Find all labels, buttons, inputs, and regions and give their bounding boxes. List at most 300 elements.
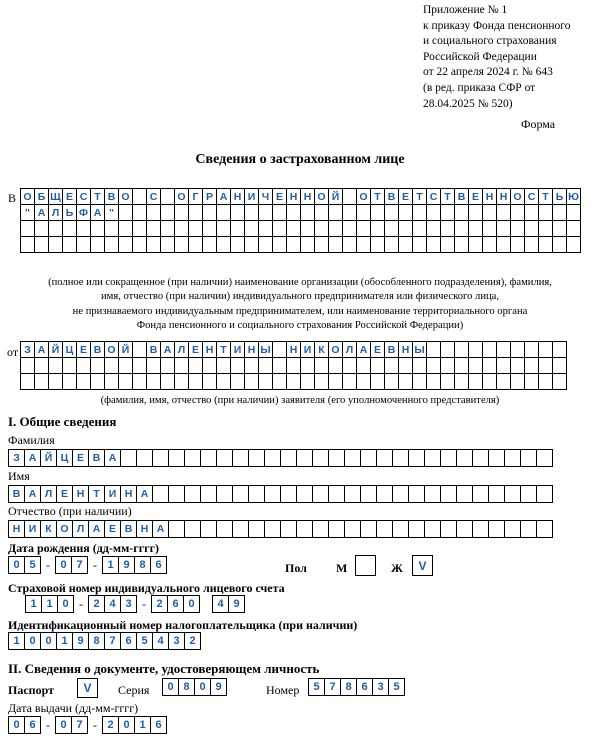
char-cell[interactable] (146, 357, 161, 374)
digit-cell[interactable]: 5 (24, 556, 41, 574)
char-cell[interactable] (356, 220, 371, 237)
char-cell[interactable] (408, 485, 425, 503)
char-cell[interactable] (216, 373, 231, 390)
char-cell[interactable] (104, 220, 119, 237)
char-cell[interactable] (510, 204, 525, 221)
char-cell[interactable]: А (24, 485, 41, 503)
char-cell[interactable] (272, 373, 287, 390)
char-cell[interactable]: Л (342, 341, 357, 358)
char-cell[interactable] (440, 204, 455, 221)
digit-cell[interactable]: 0 (57, 595, 74, 613)
char-cell[interactable] (20, 220, 35, 237)
char-cell[interactable] (118, 220, 133, 237)
char-cell[interactable]: Л (72, 520, 89, 538)
char-cell[interactable]: А (34, 204, 49, 221)
char-cell[interactable] (510, 357, 525, 374)
char-cell[interactable]: Й (118, 341, 133, 358)
char-cell[interactable] (538, 373, 553, 390)
digit-cell[interactable]: 9 (118, 556, 135, 574)
char-cell[interactable] (456, 485, 473, 503)
char-cell[interactable] (160, 236, 175, 253)
char-cell[interactable] (202, 373, 217, 390)
char-cell[interactable] (136, 449, 153, 467)
char-cell[interactable] (328, 220, 343, 237)
char-cell[interactable] (342, 357, 357, 374)
char-cell[interactable] (426, 204, 441, 221)
char-cell[interactable]: А (34, 341, 49, 358)
char-cell[interactable] (314, 357, 329, 374)
char-cell[interactable] (34, 373, 49, 390)
char-cell[interactable] (426, 341, 441, 358)
char-cell[interactable]: А (88, 520, 105, 538)
digit-cell[interactable]: 5 (388, 678, 405, 696)
char-cell[interactable] (160, 220, 175, 237)
char-cell[interactable] (146, 220, 161, 237)
char-cell[interactable] (370, 236, 385, 253)
char-cell[interactable] (76, 236, 91, 253)
char-cell[interactable] (468, 204, 483, 221)
char-cell[interactable]: Н (136, 520, 153, 538)
char-cell[interactable] (566, 236, 581, 253)
char-cell[interactable] (300, 204, 315, 221)
char-cell[interactable] (392, 449, 409, 467)
char-cell[interactable] (398, 236, 413, 253)
char-cell[interactable] (184, 520, 201, 538)
digit-cell[interactable]: 0 (118, 716, 135, 734)
char-cell[interactable] (536, 449, 553, 467)
char-cell[interactable]: А (136, 485, 153, 503)
digit-cell[interactable]: 4 (212, 595, 229, 613)
passport-box[interactable]: V (77, 678, 98, 698)
char-cell[interactable] (360, 485, 377, 503)
char-cell[interactable] (360, 520, 377, 538)
char-cell[interactable]: Ю (566, 188, 581, 205)
char-cell[interactable] (408, 520, 425, 538)
char-cell[interactable] (286, 204, 301, 221)
char-cell[interactable] (440, 520, 457, 538)
char-cell[interactable] (328, 449, 345, 467)
char-cell[interactable] (48, 357, 63, 374)
char-cell[interactable] (468, 341, 483, 358)
char-cell[interactable] (488, 520, 505, 538)
char-cell[interactable] (76, 220, 91, 237)
char-cell[interactable]: О (104, 341, 119, 358)
char-cell[interactable] (120, 449, 137, 467)
char-cell[interactable]: Н (230, 188, 245, 205)
char-cell[interactable] (524, 341, 539, 358)
char-cell[interactable] (496, 357, 511, 374)
char-cell[interactable] (384, 373, 399, 390)
char-cell[interactable]: Е (272, 188, 287, 205)
digit-cell[interactable]: 3 (372, 678, 389, 696)
char-cell[interactable] (426, 236, 441, 253)
char-cell[interactable] (468, 236, 483, 253)
char-cell[interactable] (496, 341, 511, 358)
char-cell[interactable] (370, 204, 385, 221)
char-cell[interactable] (412, 204, 427, 221)
char-cell[interactable] (184, 485, 201, 503)
char-cell[interactable] (104, 357, 119, 374)
char-cell[interactable]: В (120, 520, 137, 538)
char-cell[interactable] (48, 220, 63, 237)
char-cell[interactable] (272, 204, 287, 221)
char-cell[interactable] (408, 449, 425, 467)
char-cell[interactable]: А (104, 449, 121, 467)
char-cell[interactable] (552, 357, 567, 374)
char-cell[interactable] (424, 520, 441, 538)
char-cell[interactable] (482, 357, 497, 374)
char-cell[interactable] (342, 220, 357, 237)
char-cell[interactable] (20, 236, 35, 253)
digit-cell[interactable]: 1 (8, 632, 25, 650)
char-cell[interactable]: З (8, 449, 25, 467)
char-cell[interactable]: " (104, 204, 119, 221)
char-cell[interactable] (90, 236, 105, 253)
char-cell[interactable] (76, 357, 91, 374)
char-cell[interactable]: Н (300, 188, 315, 205)
char-cell[interactable] (552, 220, 567, 237)
digit-cell[interactable]: 0 (8, 556, 25, 574)
char-cell[interactable]: С (524, 188, 539, 205)
char-cell[interactable] (538, 341, 553, 358)
digit-cell[interactable]: 1 (56, 632, 73, 650)
char-cell[interactable] (146, 373, 161, 390)
char-cell[interactable] (62, 357, 77, 374)
char-cell[interactable] (216, 520, 233, 538)
applicant-grid[interactable] (20, 341, 567, 390)
char-cell[interactable] (272, 357, 287, 374)
char-cell[interactable] (392, 520, 409, 538)
char-cell[interactable] (248, 449, 265, 467)
digit-cell[interactable]: 7 (324, 678, 341, 696)
char-cell[interactable] (314, 236, 329, 253)
digit-cell[interactable]: 1 (134, 716, 151, 734)
char-cell[interactable]: Н (202, 341, 217, 358)
char-cell[interactable] (440, 220, 455, 237)
char-cell[interactable] (296, 520, 313, 538)
char-cell[interactable] (104, 236, 119, 253)
passport-checkbox[interactable] (78, 679, 98, 698)
char-cell[interactable]: Щ (48, 188, 63, 205)
char-cell[interactable] (370, 373, 385, 390)
female-checkbox[interactable] (413, 556, 433, 576)
char-cell[interactable]: Е (104, 520, 121, 538)
char-cell[interactable] (200, 485, 217, 503)
male-checkbox[interactable] (356, 556, 376, 576)
char-cell[interactable] (384, 204, 399, 221)
char-cell[interactable] (454, 204, 469, 221)
digit-cell[interactable]: 3 (120, 595, 137, 613)
char-cell[interactable] (244, 357, 259, 374)
char-cell[interactable] (230, 220, 245, 237)
char-cell[interactable]: С (76, 188, 91, 205)
char-cell[interactable] (286, 357, 301, 374)
char-cell[interactable] (90, 373, 105, 390)
char-cell[interactable]: Р (202, 188, 217, 205)
char-cell[interactable] (118, 373, 133, 390)
char-cell[interactable] (328, 357, 343, 374)
char-cell[interactable] (524, 220, 539, 237)
char-cell[interactable] (398, 357, 413, 374)
char-cell[interactable]: Е (188, 341, 203, 358)
char-cell[interactable] (152, 485, 169, 503)
char-cell[interactable] (160, 357, 175, 374)
digit-cell[interactable]: 7 (71, 716, 88, 734)
char-cell[interactable] (230, 204, 245, 221)
char-cell[interactable]: Т (440, 188, 455, 205)
char-cell[interactable]: Г (188, 188, 203, 205)
char-cell[interactable] (424, 485, 441, 503)
char-cell[interactable] (454, 373, 469, 390)
char-cell[interactable] (342, 373, 357, 390)
char-cell[interactable] (258, 204, 273, 221)
digit-cell[interactable]: 3 (168, 632, 185, 650)
char-cell[interactable]: О (510, 188, 525, 205)
digit-cell[interactable]: 0 (24, 632, 41, 650)
char-cell[interactable] (356, 204, 371, 221)
char-cell[interactable] (520, 449, 537, 467)
char-cell[interactable]: И (24, 520, 41, 538)
char-cell[interactable] (472, 520, 489, 538)
char-cell[interactable] (62, 373, 77, 390)
char-cell[interactable] (264, 485, 281, 503)
char-cell[interactable]: Т (412, 188, 427, 205)
char-cell[interactable] (456, 449, 473, 467)
digit-cell[interactable]: 0 (55, 716, 72, 734)
char-cell[interactable] (216, 357, 231, 374)
char-cell[interactable] (104, 373, 119, 390)
char-cell[interactable] (202, 204, 217, 221)
char-cell[interactable] (566, 220, 581, 237)
char-cell[interactable] (314, 220, 329, 237)
char-cell[interactable]: Н (286, 188, 301, 205)
char-cell[interactable] (454, 341, 469, 358)
char-cell[interactable]: Т (216, 341, 231, 358)
char-cell[interactable] (392, 485, 409, 503)
char-cell[interactable]: В (384, 188, 399, 205)
char-cell[interactable]: З (20, 341, 35, 358)
digit-cell[interactable]: 2 (88, 595, 105, 613)
char-cell[interactable] (188, 236, 203, 253)
digit-cell[interactable]: 2 (102, 716, 119, 734)
char-cell[interactable]: О (174, 188, 189, 205)
char-cell[interactable]: Б (34, 188, 49, 205)
char-cell[interactable] (184, 449, 201, 467)
char-cell[interactable] (510, 236, 525, 253)
char-cell[interactable] (370, 220, 385, 237)
inn-field[interactable] (8, 633, 201, 650)
digit-cell[interactable]: 4 (104, 595, 121, 613)
char-cell[interactable] (342, 188, 357, 205)
male-box[interactable] (355, 555, 376, 576)
char-cell[interactable]: Й (40, 449, 57, 467)
char-cell[interactable] (328, 485, 345, 503)
char-cell[interactable] (174, 373, 189, 390)
char-cell[interactable]: Н (496, 188, 511, 205)
char-cell[interactable] (384, 357, 399, 374)
digit-cell[interactable]: 8 (178, 678, 195, 696)
char-cell[interactable] (328, 236, 343, 253)
digit-cell[interactable]: 1 (25, 595, 42, 613)
char-cell[interactable] (160, 188, 175, 205)
char-cell[interactable]: О (20, 188, 35, 205)
char-cell[interactable] (424, 449, 441, 467)
char-cell[interactable]: К (40, 520, 57, 538)
char-cell[interactable]: Й (328, 188, 343, 205)
char-cell[interactable] (248, 520, 265, 538)
digit-cell[interactable]: 8 (340, 678, 357, 696)
char-cell[interactable] (20, 357, 35, 374)
char-cell[interactable] (412, 236, 427, 253)
digit-cell[interactable]: 6 (167, 595, 184, 613)
digit-cell[interactable]: 9 (72, 632, 89, 650)
char-cell[interactable] (356, 357, 371, 374)
char-cell[interactable] (356, 373, 371, 390)
char-cell[interactable] (510, 220, 525, 237)
char-cell[interactable] (328, 520, 345, 538)
char-cell[interactable] (90, 220, 105, 237)
char-cell[interactable] (188, 373, 203, 390)
digit-cell[interactable]: 6 (150, 716, 167, 734)
char-cell[interactable] (272, 236, 287, 253)
char-cell[interactable]: О (314, 188, 329, 205)
char-cell[interactable] (20, 373, 35, 390)
digit-cell[interactable]: 1 (102, 556, 119, 574)
char-cell[interactable]: Л (174, 341, 189, 358)
char-cell[interactable] (264, 520, 281, 538)
digit-cell[interactable]: 9 (228, 595, 245, 613)
char-cell[interactable] (312, 520, 329, 538)
char-cell[interactable] (244, 236, 259, 253)
snils-field[interactable] (25, 596, 245, 613)
char-cell[interactable] (258, 236, 273, 253)
char-cell[interactable] (152, 449, 169, 467)
org-grid[interactable] (20, 188, 581, 253)
char-cell[interactable] (62, 220, 77, 237)
char-cell[interactable] (344, 485, 361, 503)
char-cell[interactable] (440, 357, 455, 374)
number-field[interactable] (308, 679, 405, 696)
char-cell[interactable] (328, 373, 343, 390)
char-cell[interactable] (34, 220, 49, 237)
digit-cell[interactable]: 0 (183, 595, 200, 613)
char-cell[interactable] (504, 520, 521, 538)
char-cell[interactable] (536, 485, 553, 503)
char-cell[interactable]: С (426, 188, 441, 205)
char-cell[interactable]: Е (370, 341, 385, 358)
char-cell[interactable] (202, 220, 217, 237)
char-cell[interactable] (344, 449, 361, 467)
char-cell[interactable] (188, 204, 203, 221)
char-cell[interactable]: В (88, 449, 105, 467)
char-cell[interactable]: И (300, 341, 315, 358)
char-cell[interactable]: Н (72, 485, 89, 503)
char-cell[interactable] (468, 357, 483, 374)
char-cell[interactable] (482, 373, 497, 390)
char-cell[interactable] (34, 357, 49, 374)
char-cell[interactable] (300, 373, 315, 390)
digit-cell[interactable]: 1 (41, 595, 58, 613)
char-cell[interactable] (216, 449, 233, 467)
char-cell[interactable] (202, 236, 217, 253)
char-cell[interactable]: О (56, 520, 73, 538)
char-cell[interactable] (456, 520, 473, 538)
char-cell[interactable] (200, 449, 217, 467)
char-cell[interactable] (510, 373, 525, 390)
char-cell[interactable] (248, 485, 265, 503)
char-cell[interactable] (272, 220, 287, 237)
char-cell[interactable] (440, 449, 457, 467)
char-cell[interactable] (132, 204, 147, 221)
char-cell[interactable] (482, 220, 497, 237)
char-cell[interactable]: В (384, 341, 399, 358)
char-cell[interactable]: Ч (258, 188, 273, 205)
char-cell[interactable] (264, 449, 281, 467)
char-cell[interactable] (174, 220, 189, 237)
char-cell[interactable] (202, 357, 217, 374)
char-cell[interactable] (524, 204, 539, 221)
char-cell[interactable] (468, 373, 483, 390)
char-cell[interactable]: Й (48, 341, 63, 358)
char-cell[interactable] (34, 236, 49, 253)
char-cell[interactable] (168, 520, 185, 538)
char-cell[interactable] (440, 485, 457, 503)
char-cell[interactable] (244, 204, 259, 221)
char-cell[interactable] (536, 520, 553, 538)
char-cell[interactable] (232, 449, 249, 467)
char-cell[interactable] (468, 220, 483, 237)
char-cell[interactable]: И (244, 188, 259, 205)
digit-cell[interactable]: 8 (88, 632, 105, 650)
digit-cell[interactable]: 6 (150, 556, 167, 574)
char-cell[interactable]: С (146, 188, 161, 205)
char-cell[interactable] (552, 341, 567, 358)
char-cell[interactable] (488, 449, 505, 467)
char-cell[interactable] (76, 373, 91, 390)
char-cell[interactable]: В (8, 485, 25, 503)
char-cell[interactable] (376, 520, 393, 538)
char-cell[interactable] (312, 485, 329, 503)
char-cell[interactable] (426, 373, 441, 390)
char-cell[interactable]: О (118, 188, 133, 205)
char-cell[interactable] (454, 357, 469, 374)
char-cell[interactable] (538, 220, 553, 237)
char-cell[interactable] (440, 341, 455, 358)
char-cell[interactable]: Ь (62, 204, 77, 221)
char-cell[interactable]: И (104, 485, 121, 503)
char-cell[interactable] (280, 520, 297, 538)
char-cell[interactable] (398, 220, 413, 237)
char-cell[interactable]: В (146, 341, 161, 358)
char-cell[interactable]: А (160, 341, 175, 358)
digit-cell[interactable]: 2 (151, 595, 168, 613)
char-cell[interactable] (426, 357, 441, 374)
dob-field[interactable] (8, 557, 167, 574)
char-cell[interactable] (496, 204, 511, 221)
char-cell[interactable] (146, 236, 161, 253)
char-cell[interactable] (118, 204, 133, 221)
char-cell[interactable]: В (454, 188, 469, 205)
char-cell[interactable] (230, 373, 245, 390)
char-cell[interactable]: Н (244, 341, 259, 358)
char-cell[interactable] (552, 373, 567, 390)
char-cell[interactable]: И (230, 341, 245, 358)
char-cell[interactable] (384, 236, 399, 253)
char-cell[interactable] (160, 373, 175, 390)
char-cell[interactable] (280, 485, 297, 503)
digit-cell[interactable]: 0 (194, 678, 211, 696)
char-cell[interactable]: Е (76, 341, 91, 358)
